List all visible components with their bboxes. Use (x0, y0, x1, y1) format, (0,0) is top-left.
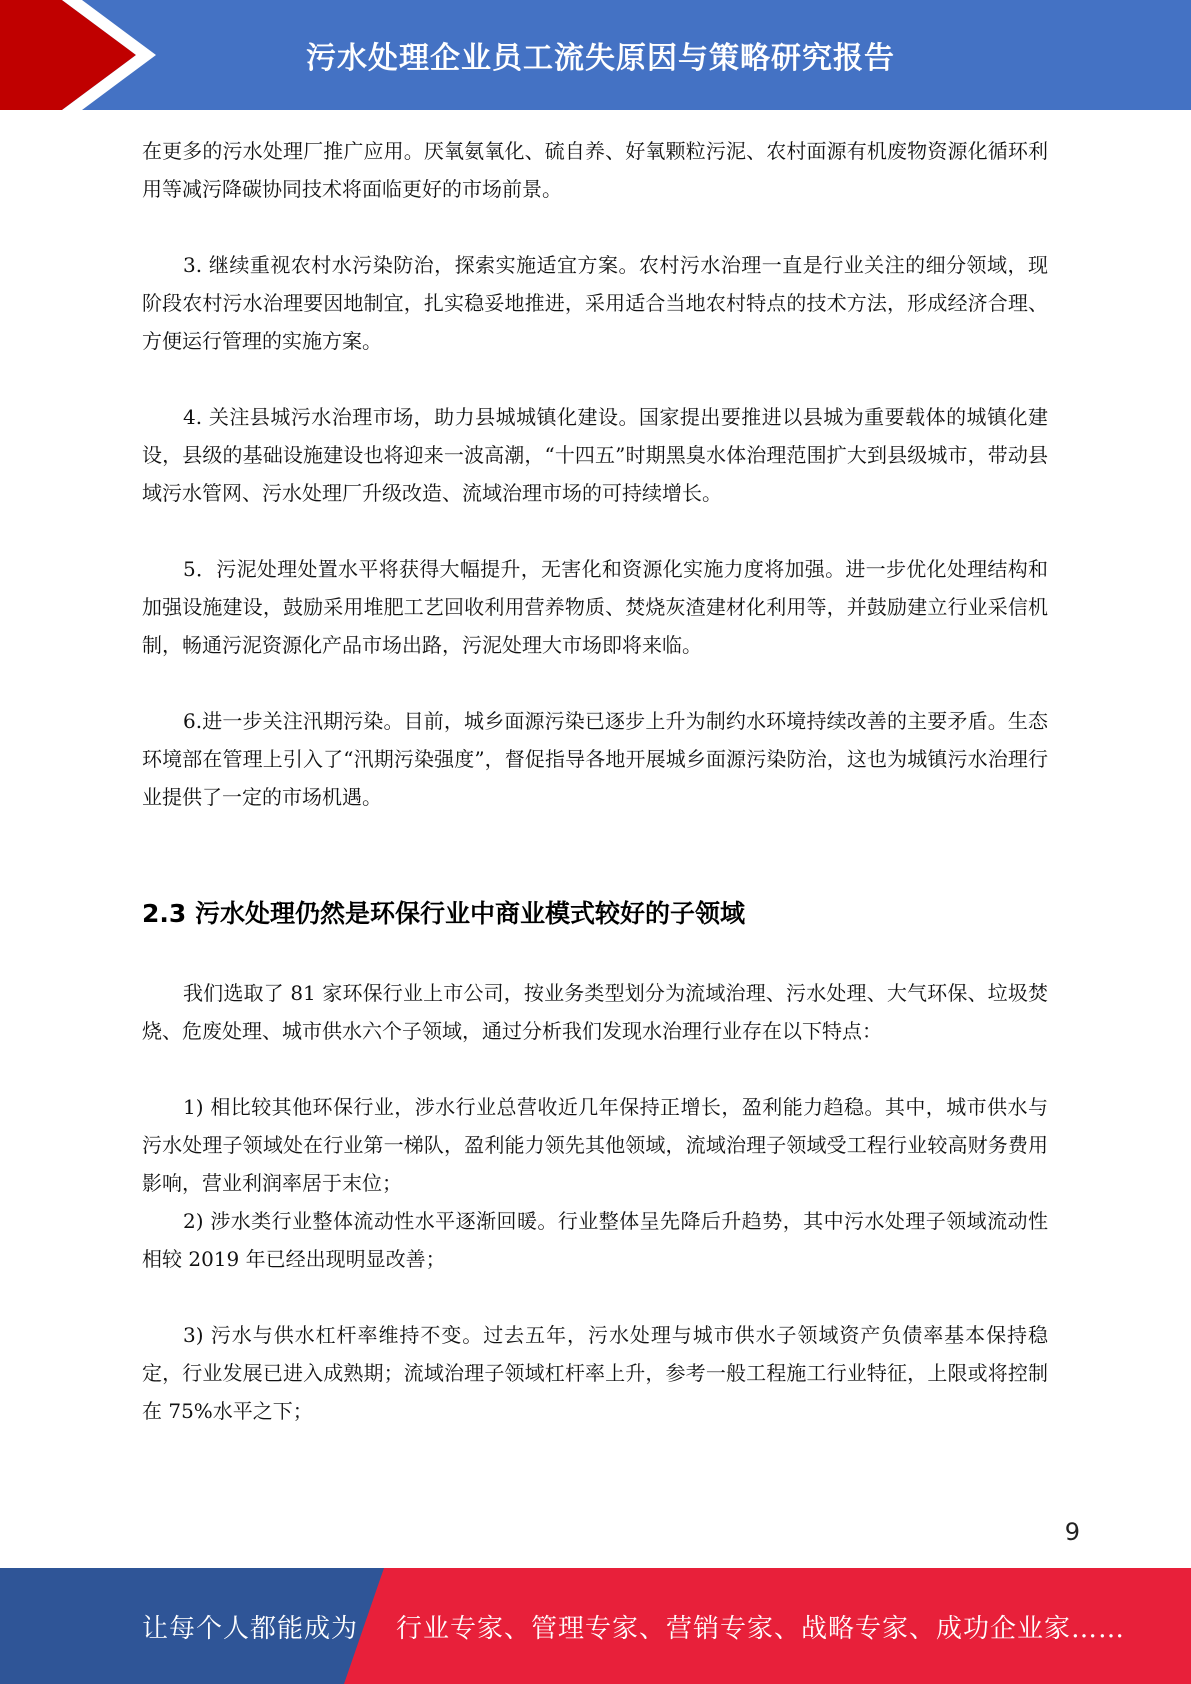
page-footer (0, 1568, 1191, 1684)
section-heading: 2.3 污水处理仍然是环保行业中商业模式较好的子领域 (142, 899, 745, 928)
list-item: 3) 污水与供水杠杆率维持不变。过去五年，污水处理与城市供水子领域资产负债率基本保持稳定，行业发展已进入成熟期；流域治理子领域杠杆率上升，参考一般工程施工行业特征，上限或将控制在 75%水平之下； (142, 1323, 1048, 1423)
main-content (142, 132, 1048, 1430)
footer-slogan-left: 让每个人都能成为 (142, 1613, 359, 1644)
paragraph: 5．污泥处理处置水平将获得大幅提升，无害化和资源化实施力度将加强。进一步优化处理结构和加强设施建设，鼓励采用堆肥工艺回收利用营养物质、焚烧灰渣建材化利用等，并鼓励建立行业采信机制，畅通污泥资源化产品市场出路，污泥处理大市场即将来临。 (142, 557, 1048, 657)
paragraph: 我们选取了 81 家环保行业上市公司，按业务类型划分为流域治理、污水处理、大气环保、垃圾焚烧、危废处理、城市供水六个子领域，通过分析我们发现水治理行业存在以下特点： (142, 981, 1048, 1043)
list-item: 1) 相比较其他环保行业，涉水行业总营收近几年保持正增长，盈利能力趋稳。其中，城市供水与污水处理子领域处在行业第一梯队，盈利能力领先其他领域，流域治理子领域受工程行业较高财务费用影响，营业利润率居于末位； (142, 1095, 1048, 1195)
paragraph: 4. 关注县城污水治理市场，助力县城城镇化建设。国家提出要推进以县城为重要载体的城镇化建设，县级的基础设施建设也将迎来一波高潮，“十四五”时期黑臭水体治理范围扩大到县级城市，带动县域污水管网、污水处理厂升级改造、流域治理市场的可持续增长。 (142, 405, 1048, 505)
paragraph: 在更多的污水处理厂推广应用。厌氧氨氧化、硫自养、好氧颗粒污泥、农村面源有机废物资源化循环利用等减污降碳协同技术将面临更好的市场前景。 (142, 139, 1048, 201)
footer-slogan-right: 行业专家、管理专家、营销专家、战略专家、成功企业家…… (396, 1613, 1126, 1644)
list-item: 2) 涉水类行业整体流动性水平逐渐回暖。行业整体呈先降后升趋势，其中污水处理子领域流动性相较 2019 年已经出现明显改善； (142, 1209, 1048, 1271)
paragraph: 3. 继续重视农村水污染防治，探索实施适宜方案。农村污水治理一直是行业关注的细分领域，现阶段农村污水治理要因地制宜，扎实稳妥地推进，采用适合当地农村特点的技术方法，形成经济合理、方便运行管理的实施方案。 (142, 253, 1048, 353)
page-header (0, 0, 1191, 110)
report-title: 污水处理企业员工流失原因与策略研究报告 (306, 41, 895, 76)
page-number: 9 (1064, 1518, 1080, 1546)
paragraph: 6.进一步关注汛期污染。目前，城乡面源污染已逐步上升为制约水环境持续改善的主要矛盾。生态环境部在管理上引入了“汛期污染强度”，督促指导各地开展城乡面源污染防治，这也为城镇污水治理行业提供了一定的市场机遇。 (142, 709, 1048, 809)
